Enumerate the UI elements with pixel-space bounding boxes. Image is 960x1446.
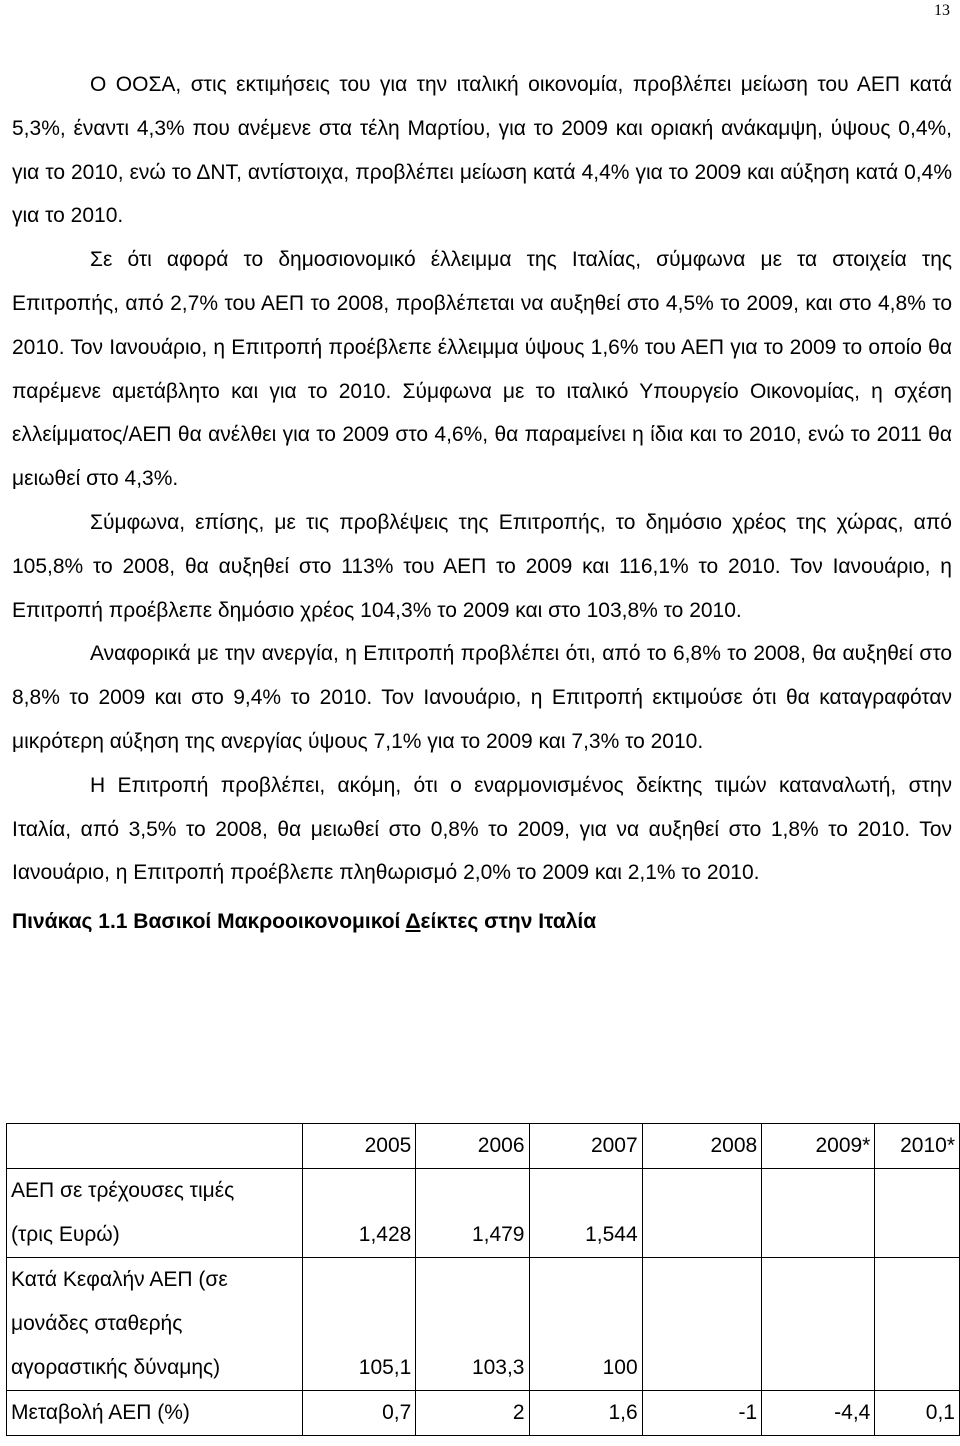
table-cell bbox=[642, 1169, 762, 1258]
table-cell: 1,544 bbox=[529, 1169, 642, 1258]
table-cell bbox=[762, 1258, 875, 1391]
paragraph-inflation: Η Επιτροπή προβλέπει, ακόμη, ότι ο εναρμονισμένος δείκτης τιμών καταναλωτή, στην Ιταλία, από 3,5% το 2008, θα μειωθεί στο 0,8% το 2009, για να αυξηθεί στο 1,8% το 2010. Τον Ιανουάριο, η Επιτροπή προέβλεπε πληθωρισμό 2,0% το 2009 και 2,1% το 2010. bbox=[12, 773, 952, 885]
year-header: 2009* bbox=[762, 1124, 875, 1169]
table-cell: 105,1 bbox=[303, 1258, 416, 1391]
paragraph-public-debt: Σύμφωνα, επίσης, με τις προβλέψεις της Επιτροπής, το δημόσιο χρέος της χώρας, από 105,8% το 2008, θα αυξηθεί στο 113% του ΑΕΠ το 2009 και 116,1% το 2010. Τον Ιανουάριο, η Επιτροπή προέβλεπε δημόσιο χρέος 104,3% το 2009 και στο 103,8% το 2010. bbox=[12, 510, 952, 622]
table-title bbox=[12, 902, 952, 942]
table-row bbox=[7, 1258, 960, 1391]
year-header: 2007 bbox=[529, 1124, 642, 1169]
row-label bbox=[7, 1169, 303, 1258]
paragraph-unemployment: Αναφορικά με την ανεργία, η Επιτροπή προβλέπει ότι, από το 6,8% το 2008, θα αυξηθεί στο 8,8% το 2009 και στο 9,4% το 2010. Τον Ιανουάριο, η Επιτροπή εκτιμούσε ότι θα καταγραφόταν μικρότερη αύξηση της ανεργίας ύψους 7,1% για το 2009 και 7,3% το 2010. bbox=[12, 642, 952, 753]
year-header: 2005 bbox=[303, 1124, 416, 1169]
table-title-suffix: είκτες στην Ιταλία bbox=[420, 910, 597, 934]
row-label-line: μονάδες σταθερής bbox=[11, 1312, 183, 1335]
row-label-line: ΑΕΠ σε τρέχουσες τιμές bbox=[11, 1179, 235, 1202]
table-title-underlined: Δ bbox=[405, 910, 421, 934]
table-cell: 103,3 bbox=[416, 1258, 529, 1391]
row-label bbox=[7, 1391, 303, 1436]
row-label-line: Κατά Κεφαλήν ΑΕΠ (σε bbox=[11, 1268, 228, 1291]
table-cell bbox=[875, 1169, 960, 1258]
macro-indicators-table bbox=[6, 1123, 960, 1436]
page-number: 13 bbox=[934, 2, 950, 19]
table-cell: 0,1 bbox=[875, 1391, 960, 1436]
document-body bbox=[12, 63, 952, 942]
table-cell: 100 bbox=[529, 1258, 642, 1391]
table-cell: 2 bbox=[416, 1391, 529, 1436]
table-cell: 1,479 bbox=[416, 1169, 529, 1258]
header-empty-cell bbox=[7, 1124, 303, 1169]
table-cell: 1,428 bbox=[303, 1169, 416, 1258]
table-cell: 0,7 bbox=[303, 1391, 416, 1436]
table-cell bbox=[642, 1258, 762, 1391]
table-cell bbox=[875, 1258, 960, 1391]
table-row bbox=[7, 1169, 960, 1258]
table-title-prefix: Πινάκας 1.1 Βασικοί Μακροοικονομικοί bbox=[12, 910, 406, 934]
row-label-line: αγοραστικής δύναμης) bbox=[11, 1356, 221, 1379]
table-cell: 1,6 bbox=[529, 1391, 642, 1436]
row-label bbox=[7, 1258, 303, 1391]
table-header-row bbox=[7, 1124, 960, 1169]
year-header: 2006 bbox=[416, 1124, 529, 1169]
table-cell: -4,4 bbox=[762, 1391, 875, 1436]
paragraph-deficit: Σε ότι αφορά το δημοσιονομικό έλλειμμα της Ιταλίας, σύμφωνα με τα στοιχεία της Επιτροπής, από 2,7% του ΑΕΠ το 2008, προβλέπεται να αυξηθεί στο 4,5% το 2009, και στο 4,8% το 2010. Τον Ιανουάριο, η Επιτροπή προέβλεπε έλλειμμα ύψους 1,6% του ΑΕΠ για το 2009 το οποίο θα παρέμενε αμετάβλητο και για το 2010. Σύμφωνα με το ιταλικό Υπουργείο Οικονομίας, η σχέση ελλείμματος/ΑΕΠ θα ανέλθει για το 2009 στο 4,6%, θα παραμείνει η ίδια και το 2010, ενώ το 2011 θα μειωθεί στο 4,3%. bbox=[12, 248, 952, 491]
table-cell: -1 bbox=[642, 1391, 762, 1436]
table-cell bbox=[762, 1169, 875, 1258]
row-label-line: (τρις Ευρώ) bbox=[11, 1223, 120, 1246]
year-header: 2008 bbox=[642, 1124, 762, 1169]
paragraph-oecd-gdp: Ο ΟΟΣΑ, στις εκτιμήσεις του για την ιταλική οικονομία, προβλέπει μείωση του ΑΕΠ κατά 5,3%, έναντι 4,3% που ανέμενε στα τέλη Μαρτίου, για το 2009 και οριακή ανάκαμψη, ύψους 0,4%, για το 2010, ενώ το ΔΝΤ, αντίστοιχα, προβλέπει μείωση κατά 4,4% για το 2009 και αύξηση κατά 0,4% για το 2010. bbox=[12, 73, 952, 228]
table-row bbox=[7, 1391, 960, 1436]
year-header: 2010* bbox=[875, 1124, 960, 1169]
row-label-line: Μεταβολή ΑΕΠ (%) bbox=[11, 1401, 190, 1424]
